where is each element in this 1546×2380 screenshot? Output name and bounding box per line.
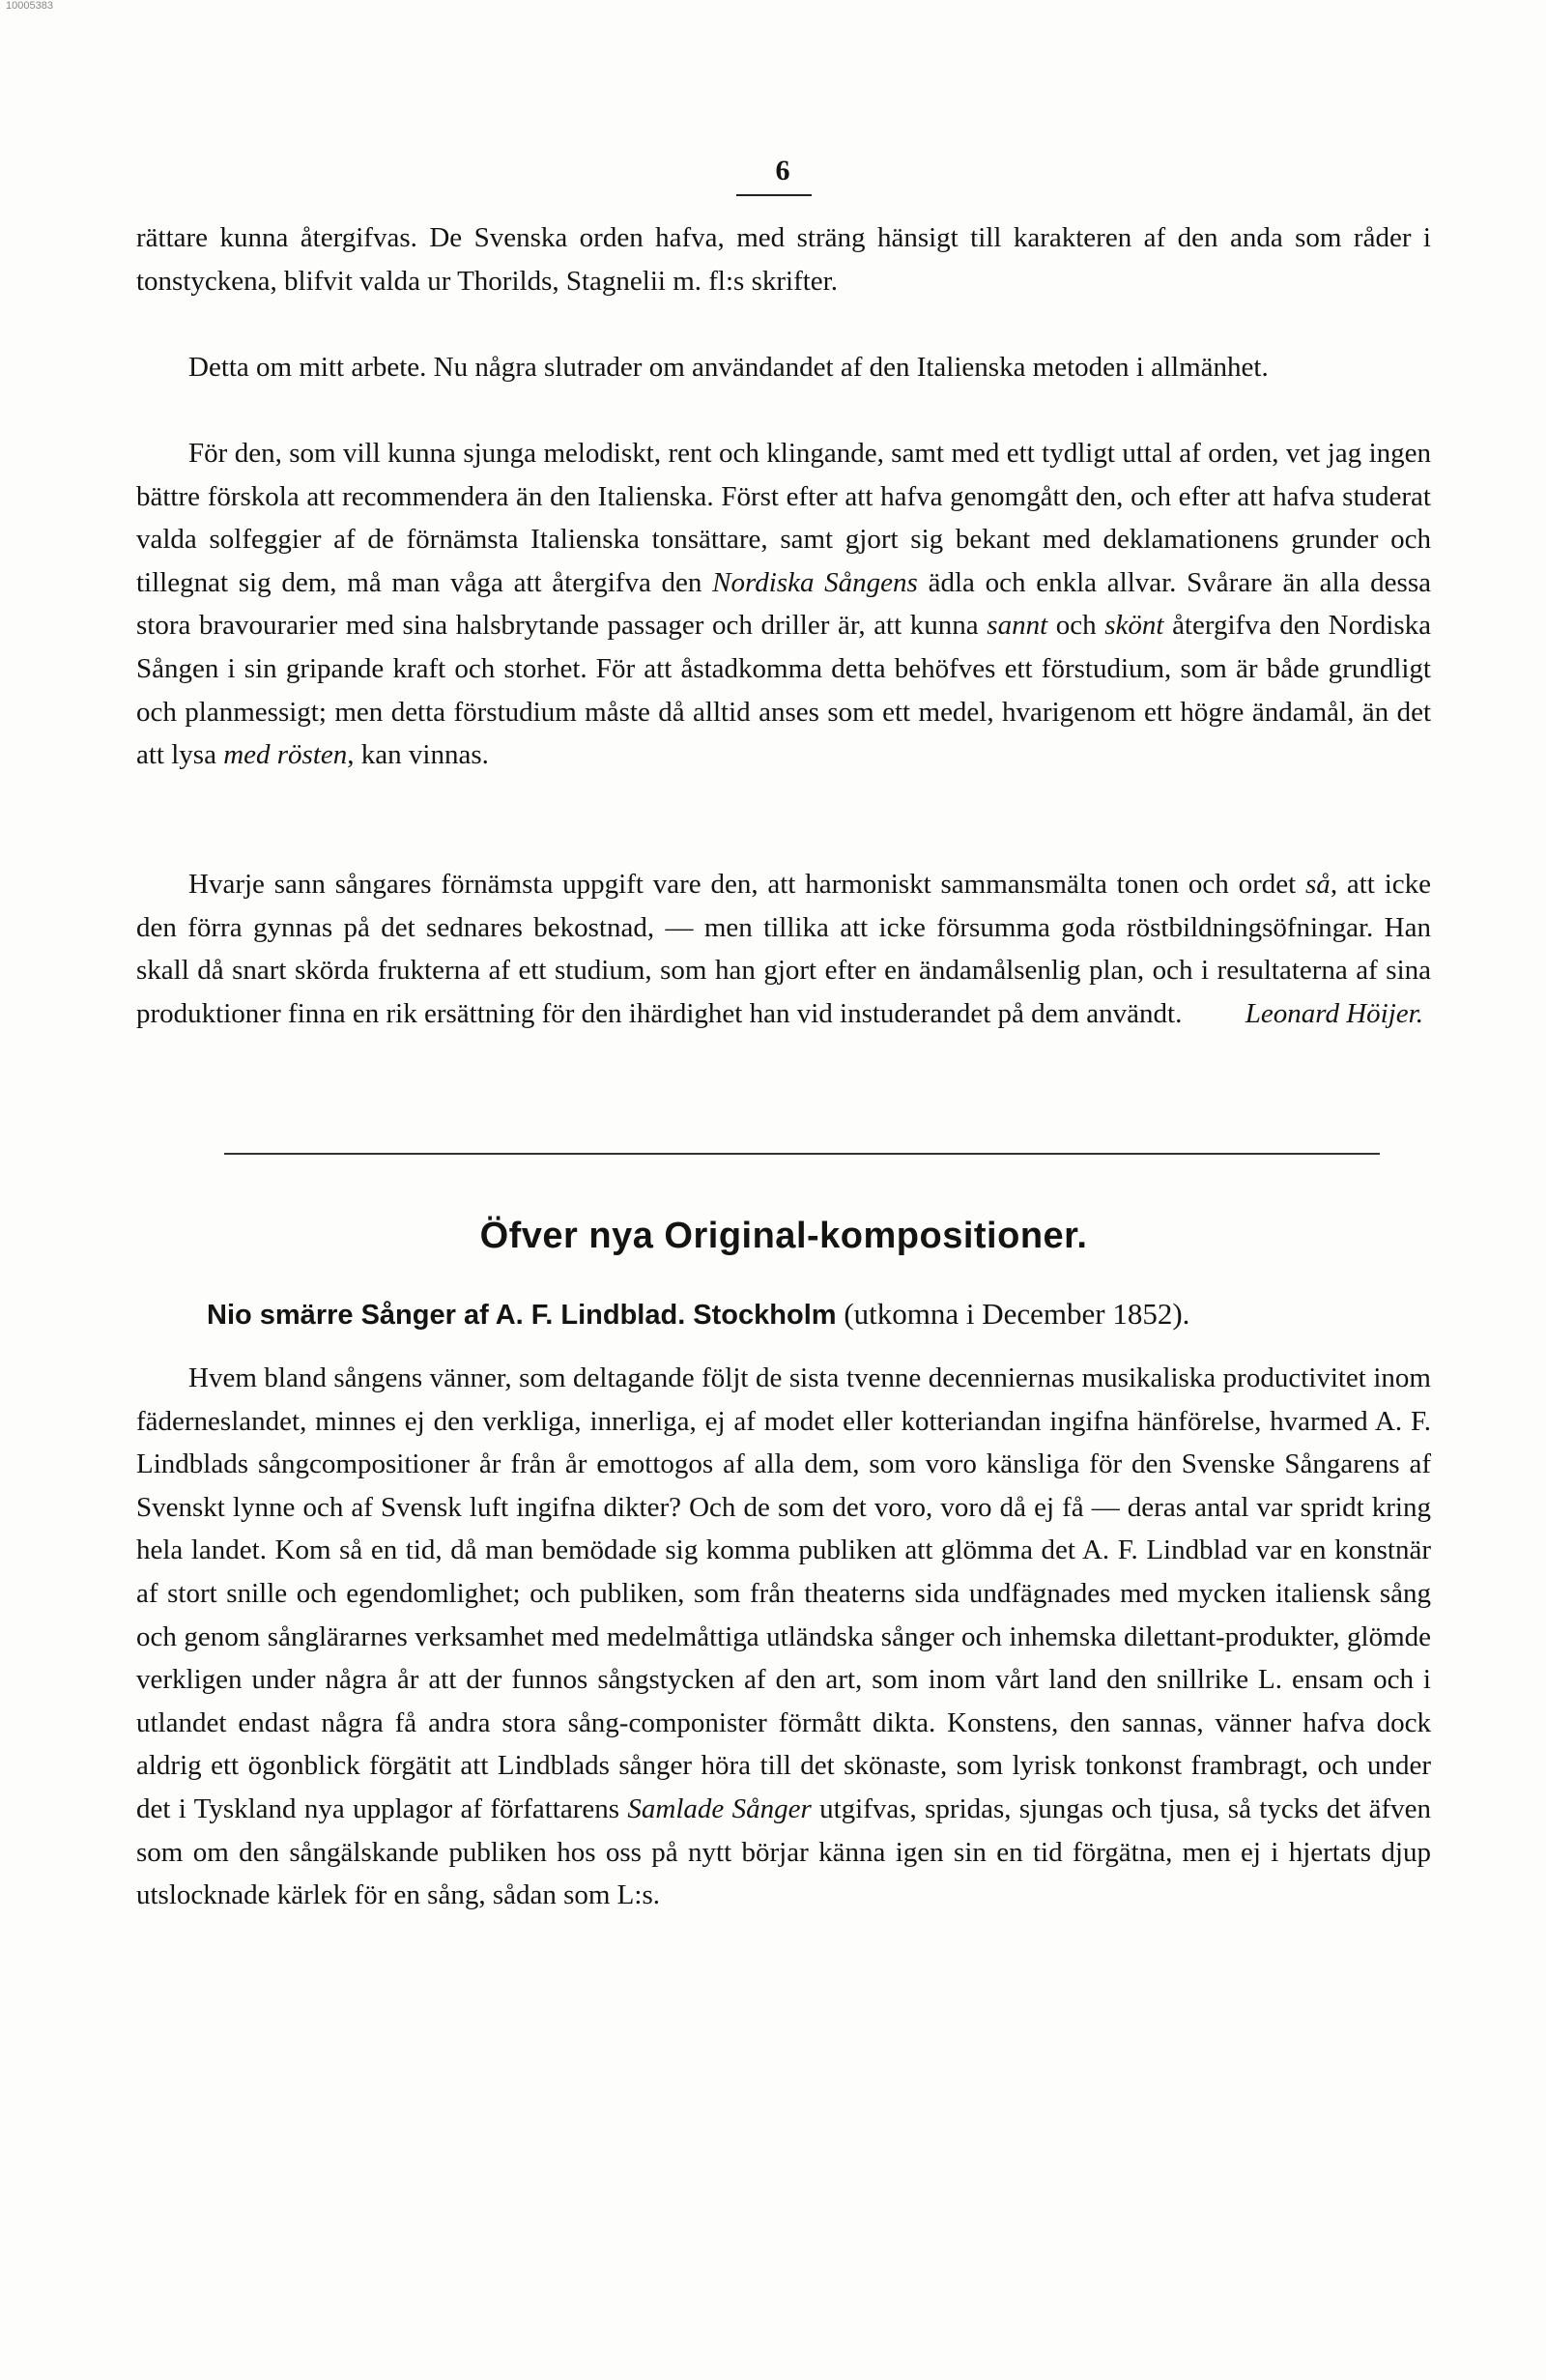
paragraph-2-text: Detta om mitt arbete. Nu några slutrader om användandet af den Italienska metoden i allmänhet. xyxy=(188,352,1269,383)
paragraph-4-text-a: Hvarje sann sångares förnämsta uppgift vare den, att harmoniskt sammansmälta tonen och ordet xyxy=(188,869,1306,900)
paragraph-3-text-b: ädla och enkla allvar. Svårare än alla dessa stora bravourarier med sina halsbrytande passager och driller är, att kunna xyxy=(136,566,1431,642)
review-paragraph xyxy=(136,1357,1431,1917)
paragraph-2 xyxy=(136,346,1431,389)
section-heading: Öfver nya Original-kompositioner. xyxy=(479,1216,1088,1256)
paragraph-3-text-a: För den, som vill kunna sjunga melodiskt, rent och klingande, samt med ett tydligt uttal af orden, vet jag ingen bättre förskola att recommendera än den Italienska. Först efter att hafva genomgått den, och efter att hafva studerat valda solfeggier af de förnämsta Italienska tonsättare, samt gjort sig bekant med deklamationens grunder och tillegnat sig dem, må man våga att återgifva den xyxy=(136,438,1431,598)
paragraph-3-emphasis-1: Nordiska Sångens xyxy=(712,566,918,598)
paragraph-3 xyxy=(136,432,1431,777)
paragraph-3-text-d: återgifva den Nordiska Sången i sin gripande kraft och storhet. För att åstadkomma detta behöfves ett förstudium, som är både grundligt och planmessigt; men detta förstudium måste då alltid anses som ett medel, hvarigenom ett högre ändamål, än det att lysa xyxy=(136,610,1431,771)
paragraph-1-text: rättare kunna återgifvas. De Svenska orden hafva, med sträng hänsigt till karakteren af den anda som råder i tonstyckena, blifvit valda ur Thorilds, Stagnelii m. fl:s skrifter. xyxy=(136,222,1431,297)
paragraph-4-text-b: , att icke den förra gynnas på det sednares bekostnad, — men tillika att icke försumma goda röstbildningsöfningar. Han skall då snart skörda frukterna af ett studium, som han gjort efter en ändamålsenlig plan, och i resultaterna af sina produktioner finna en rik ersättning för den ihärdighet han vid instuderandet på dem användt. xyxy=(136,869,1431,1029)
paragraph-1 xyxy=(136,216,1431,302)
paragraph-3-emphasis-2: sannt xyxy=(987,610,1048,642)
paragraph-4-emphasis-1: så xyxy=(1305,869,1331,900)
section-divider xyxy=(224,1153,1380,1155)
page-number-rule xyxy=(736,194,812,196)
review-subheading xyxy=(136,1293,1431,1336)
paragraph-3-emphasis-4: med rösten xyxy=(223,739,348,771)
page-number: 6 xyxy=(775,155,790,186)
paragraph-3-emphasis-3: skönt xyxy=(1104,610,1164,642)
review-subheading-title: Nio smärre Sånger af A. F. Lindblad. Stockholm xyxy=(207,1300,837,1331)
paragraph-4 xyxy=(136,863,1431,1035)
paragraph-3-text-c: och xyxy=(1047,610,1105,642)
author-signature: Leonard Höijer. xyxy=(1245,997,1423,1029)
review-subheading-date: (utkomna i December 1852). xyxy=(836,1297,1190,1331)
review-paragraph-emphasis: Samlade Sånger xyxy=(627,1792,812,1824)
corner-mark: 10005383 xyxy=(6,0,53,12)
review-paragraph-text-a: Hvem bland sångens vänner, som deltagande följt de sista tvenne decenniernas musikaliska productivitet inom fäderneslandet, minnes ej den verkliga, innerliga, ej af modet eller kotteriandan ingifna hänförelse, hvarmed A. F. Lindblads sångcompositioner år från år emottogos af alla dem, som voro känsliga för den Svenske Sångarens af Svenskt lynne och af Svensk luft ingifna dikter? Och de som det voro, voro då ej få — deras antal var spridt kring hela landet. Kom så en tid, då man bemödade sig komma publiken att glömma det A. F. Lindblad var en konstnär af stort snille och egendomlighet; och publiken, som från theaterns sida undfägnades med mycken italiensk sång och genom sånglärarnes verksamhet med medelmåttiga utländska sånger och inhemska dilettant-produkter, glömde verkligen under några år att der funnos sångstycken af den art, som inom vårt land den snillrike L. ensam och i utlandet endast några få andra stora sång-componister förmått dikta. Konstens, den sannas, vänner hafva dock aldrig ett ögonblick förgätit att Lindblads sånger höra till det skönaste, som lyrisk tonkonst frambragt, och under det i Tyskland nya upplagor af författarens xyxy=(136,1362,1431,1824)
review-paragraph-text-b: utgifvas, spridas, sjungas och tjusa, så tycks det äfven som om den sångälskande publiken hos oss på nytt börjar känna igen sin en tid förgätna, men ej i hjertats djup utslocknade kärlek för en sång, sådan som L:s. xyxy=(136,1792,1432,1911)
paragraph-3-text-e: , kan vinnas. xyxy=(347,739,489,771)
